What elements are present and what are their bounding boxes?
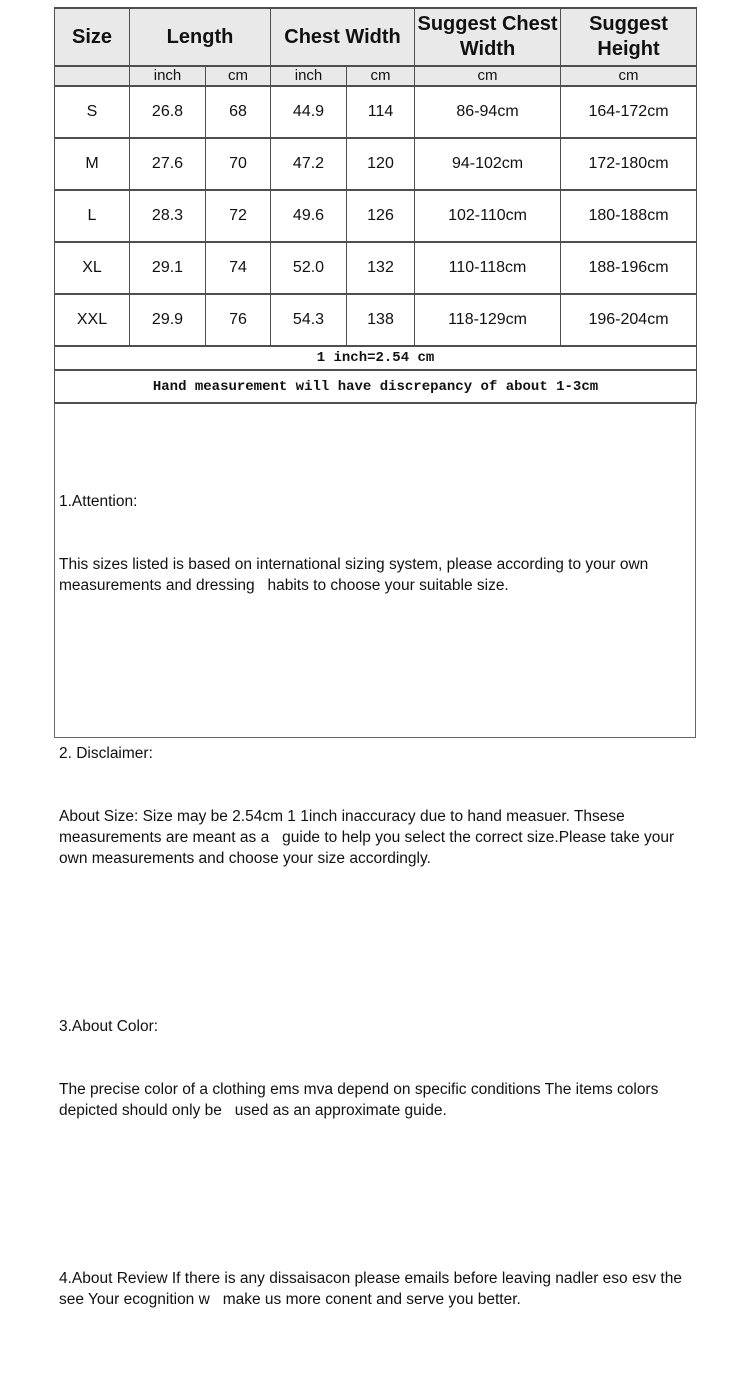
table-row-xxl — [55, 294, 697, 346]
col-header-size: Size — [55, 8, 130, 66]
cell-chest-cm: 126 — [347, 190, 415, 242]
cell-suggest-chest: 86-94cm — [415, 86, 561, 138]
cell-suggest-chest: 118-129cm — [415, 294, 561, 346]
subheader-chest-inch: inch — [271, 66, 347, 86]
subheader-suggest-height-cm: cm — [561, 66, 697, 86]
cell-length-cm: 72 — [206, 190, 271, 242]
note-color-title: 3.About Color: — [59, 1018, 159, 1035]
cell-length-cm: 70 — [206, 138, 271, 190]
cell-length-cm: 68 — [206, 86, 271, 138]
cell-length-inch: 27.6 — [130, 138, 206, 190]
table-subheader-row — [55, 66, 697, 86]
note-review — [59, 1226, 689, 1352]
note-color — [59, 974, 689, 1163]
cell-size: XL — [55, 242, 130, 294]
col-header-chest-width: Chest Width — [271, 8, 415, 66]
subheader-length-cm: cm — [206, 66, 271, 86]
cell-chest-cm: 120 — [347, 138, 415, 190]
cell-suggest-chest: 110-118cm — [415, 242, 561, 294]
cell-chest-inch: 54.3 — [271, 294, 347, 346]
cell-size: L — [55, 190, 130, 242]
cell-size: M — [55, 138, 130, 190]
cell-suggest-height: 172-180cm — [561, 138, 697, 190]
cell-suggest-chest: 94-102cm — [415, 138, 561, 190]
cell-suggest-height: 188-196cm — [561, 242, 697, 294]
note-color-body: The precise color of a clothing ems mva depend on specific conditions The items colors depicted should only be used as an approximate guide. — [59, 1081, 663, 1119]
note-disclaimer — [59, 701, 689, 911]
cell-suggest-chest: 102-110cm — [415, 190, 561, 242]
notes-box — [54, 404, 696, 1308]
cell-suggest-height: 180-188cm — [561, 190, 697, 242]
subheader-chest-cm: cm — [347, 66, 415, 86]
col-header-length: Length — [130, 8, 271, 66]
note-attention-body: This sizes listed is based on international sizing system, please according to your own measurements and dressing habits to choose your suitable size. — [59, 556, 653, 594]
cell-suggest-height: 196-204cm — [561, 294, 697, 346]
cell-length-inch: 29.9 — [130, 294, 206, 346]
size-chart-page — [54, 7, 696, 1308]
table-header-row — [55, 8, 697, 66]
subheader-suggest-chest-cm: cm — [415, 66, 561, 86]
subheader-length-inch: inch — [130, 66, 206, 86]
cell-chest-inch: 47.2 — [271, 138, 347, 190]
cell-chest-inch: 44.9 — [271, 86, 347, 138]
cell-size: XXL — [55, 294, 130, 346]
table-row-s — [55, 86, 697, 138]
cell-chest-cm: 132 — [347, 242, 415, 294]
cell-chest-cm: 114 — [347, 86, 415, 138]
cell-length-cm: 74 — [206, 242, 271, 294]
cell-chest-cm: 138 — [347, 294, 415, 346]
measurement-note-row — [55, 370, 697, 403]
table-row-m — [55, 138, 697, 190]
note-review-body: 4.About Review If there is any dissaisacon please emails before leaving nadler eso esv the see Your ecognition w make us more conent and serve you better. — [59, 1270, 687, 1308]
table-row-xl — [55, 242, 697, 294]
note-disclaimer-title: 2. Disclaimer: — [59, 745, 153, 762]
cell-length-cm: 76 — [206, 294, 271, 346]
note-disclaimer-body: About Size: Size may be 2.54cm 1 1inch inaccuracy due to hand measuer. Thsese measurements are meant as a guide to help you select the correct size.Please take your own measurements and choose your size accordingly. — [59, 808, 679, 867]
cell-length-inch: 28.3 — [130, 190, 206, 242]
note-attention-title: 1.Attention: — [59, 493, 138, 510]
cell-chest-inch: 49.6 — [271, 190, 347, 242]
col-header-suggest-height: Suggest Height — [561, 8, 697, 66]
size-chart-table — [54, 7, 697, 404]
cell-length-inch: 26.8 — [130, 86, 206, 138]
cell-length-inch: 29.1 — [130, 242, 206, 294]
subheader-empty — [55, 66, 130, 86]
measurement-note: Hand measurement will have discrepancy of about 1-3cm — [55, 370, 697, 403]
col-header-suggest-chest-width: Suggest Chest Width — [415, 8, 561, 66]
conversion-note-row — [55, 346, 697, 370]
note-attention — [59, 449, 689, 638]
table-row-l — [55, 190, 697, 242]
cell-suggest-height: 164-172cm — [561, 86, 697, 138]
cell-size: S — [55, 86, 130, 138]
cell-chest-inch: 52.0 — [271, 242, 347, 294]
conversion-note: 1 inch=2.54 cm — [55, 346, 697, 370]
